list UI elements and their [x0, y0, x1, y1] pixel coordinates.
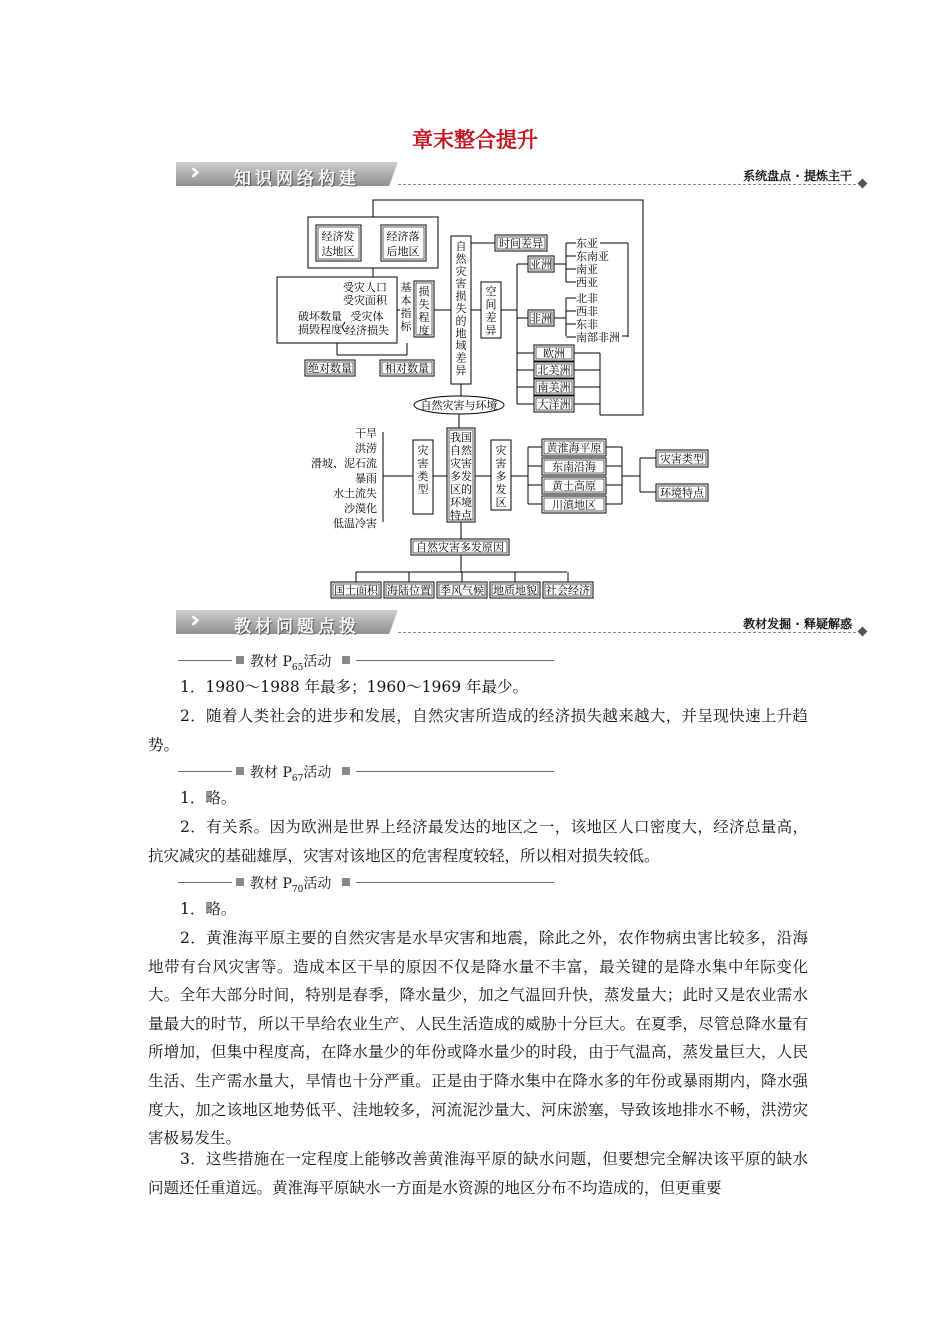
- label-prone: 区: [495, 496, 507, 509]
- label-hazard: 低温冷害: [333, 517, 377, 530]
- label-space-diff: 空: [485, 285, 497, 298]
- chevron-icon: ›››: [190, 608, 193, 633]
- diagram-label: 受灾面积: [343, 294, 387, 307]
- label-hazard-type: 害: [417, 457, 429, 470]
- box-relative-label: 相对数量: [385, 362, 429, 375]
- label-china-env: 我国: [450, 431, 472, 444]
- box-cause-label: 社会经济: [546, 584, 590, 597]
- box-cause-label: 国土面积: [334, 584, 378, 597]
- label-china-env: 自然: [450, 444, 472, 457]
- box-continent-label: 大洋洲: [537, 398, 571, 411]
- label-basic-indicators: 标: [400, 320, 412, 333]
- page-title: 章末整合提升: [412, 128, 538, 152]
- box-region-label: 黄淮海平原: [546, 441, 602, 455]
- box-cause-label: 海陆位置: [387, 584, 431, 597]
- box-asia-label: 亚洲: [530, 258, 552, 271]
- box-char-type-label: 灾害类型: [660, 452, 704, 466]
- box-absolute-label: 绝对数量: [308, 362, 352, 375]
- label-regional-diff: 自: [455, 240, 467, 253]
- diagram-label: 受灾体: [350, 310, 384, 323]
- label-prone: 发: [495, 483, 507, 496]
- answer-paragraph: 2．黄淮海平原主要的自然灾害是水旱灾害和地震，除此之外，农作物病虫害比较多，沿海地带有台风灾害等。造成本区干旱的原因不仅是降水量不丰富，最关键的是降水集中年际变化大。全年大部分时间，特别是春季，降水量少，加之气温回升快，蒸发量大；此时又是农业需水量最大的时节，所以干旱给农业生产、人民生活造成的威胁十分巨大。在夏季，尽管总降水量有所增加，但集中程度高，在降水量少的年份或降水量少的时段，由于气温高，蒸发量巨大，人民生活、生产需水量大，旱情也十分严重。正是由于降水集中在降水多的年份或暴雨期内，降水强度大，加之该地区地势低平、洼地较多，河流泥沙量大、河床淤塞，导致该地排水不畅，洪涝灾害极易发生。: [148, 929, 808, 1148]
- label-china-env: 区的: [450, 483, 472, 496]
- label-africa-sub: 南部非洲: [576, 331, 620, 344]
- label-china-env: 环境: [450, 496, 472, 509]
- banner-subtitle: 系统盘点 · 提炼主干: [743, 169, 852, 183]
- label-regional-diff: 损: [455, 289, 467, 303]
- answer-paragraph: 3．这些措施在一定程度上能够改善黄淮海平原的缺水问题，但要想完全解决该平原的缺水问题还任重道远。黄淮海平原缺水一方面是水资源的地区分布不均造成的，但更重要: [148, 1150, 808, 1197]
- label-prone: 害: [495, 457, 507, 470]
- box-char-env-label: 环境特点: [660, 486, 704, 500]
- label-prone: 灾: [495, 444, 507, 457]
- label-asia-sub: 西亚: [576, 276, 598, 289]
- label-loss-degree: 损: [418, 285, 430, 298]
- banner-label: 教材问题点拨: [234, 617, 360, 637]
- label-asia-sub: 东亚: [576, 237, 598, 250]
- label-regional-diff: 害: [455, 277, 467, 291]
- label-china-env: 多发: [450, 470, 472, 483]
- label-space-diff: 差: [485, 311, 497, 324]
- label-loss-degree: 度: [418, 324, 430, 337]
- box-region-label: 川滇地区: [552, 498, 596, 512]
- label-hazard: 滑坡、泥石流: [311, 457, 377, 470]
- label-space-diff: 异: [485, 324, 497, 337]
- chevron-icon: ›››: [190, 160, 193, 185]
- box-continent-label: 南美洲: [537, 381, 571, 394]
- answer-paragraph: 1．略。: [180, 900, 237, 918]
- box-time-diff-label: 时间差异: [499, 237, 543, 250]
- label-regional-diff: 地: [455, 326, 467, 340]
- label-regional-diff: 的: [455, 314, 467, 328]
- box-cause-label: 季风气候: [440, 584, 484, 597]
- box-region-label: 东南沿海: [552, 460, 596, 474]
- label-hazard-type: 灾: [417, 444, 429, 457]
- box-causes-title-label: 自然灾害多发原因: [416, 541, 504, 554]
- box-cause-label: 地质地貌: [493, 584, 537, 597]
- diagram-label: 经济发: [321, 230, 355, 243]
- label-africa-sub: 西非: [576, 305, 598, 318]
- label-loss-degree: 失: [418, 298, 430, 311]
- diagram-label: 经济落: [386, 230, 420, 243]
- ellipse-label: 自然灾害与环境: [420, 399, 498, 412]
- answer-paragraph: 2．随着人类社会的进步和发展，自然灾害所造成的经济损失越来越大，并呈现快速上升趋势。: [148, 707, 808, 754]
- diagram-label: 损毁程度: [298, 323, 342, 336]
- box-continent-label: 欧洲: [543, 347, 565, 360]
- label-space-diff: 间: [485, 298, 497, 311]
- label-basic-indicators: 本: [400, 294, 412, 307]
- label-china-env: 灾害: [450, 457, 472, 470]
- label-hazard-type: 类: [417, 470, 429, 483]
- diagram-label: 达地区: [321, 245, 355, 258]
- label-loss-degree: 程: [418, 311, 430, 324]
- label-regional-diff: 异: [455, 364, 467, 377]
- diagram-label: 经济损失: [345, 324, 389, 337]
- label-regional-diff: 域: [455, 339, 467, 353]
- label-regional-diff: 然: [455, 252, 467, 266]
- label-regional-diff: 灾: [455, 264, 467, 278]
- section-heading: 教材 $P_{70}$活动: [178, 873, 554, 891]
- label-hazard-type: 型: [417, 483, 429, 496]
- section-heading: 教材 $P_{67}$活动: [178, 762, 554, 780]
- label-africa-sub: 东非: [576, 318, 598, 331]
- label-hazard: 洪涝: [355, 442, 377, 455]
- label-regional-diff: 失: [455, 302, 467, 315]
- section-heading: 教材 $P_{65}$活动: [178, 651, 554, 669]
- answer-paragraph: 1．略。: [180, 789, 237, 807]
- diamond-icon: [858, 627, 868, 637]
- diagram-label: 后地区: [386, 245, 420, 258]
- label-hazard: 干旱: [355, 427, 377, 440]
- banner-subtitle: 教材发掘 · 释疑解惑: [743, 617, 852, 631]
- label-basic-indicators: 基: [400, 281, 412, 294]
- label-asia-sub: 东南亚: [576, 250, 609, 263]
- label-regional-diff: 差: [455, 351, 467, 365]
- diagram-label: 受灾人口: [343, 281, 387, 294]
- label-basic-indicators: 指: [400, 307, 412, 320]
- label-china-env: 特点: [450, 509, 472, 522]
- label-hazard: 暴雨: [355, 472, 377, 485]
- label-africa-sub: 北非: [576, 292, 598, 305]
- section-banner-textbook: [176, 608, 866, 636]
- label-hazard: 水土流失: [333, 487, 377, 500]
- answer-paragraph: 1．1980～1988 年最多；1960～1969 年最少。: [180, 678, 529, 696]
- box-region-label: 黄土高原: [552, 479, 596, 493]
- knowledge-map-diagram: [0, 0, 950, 620]
- label-asia-sub: 南亚: [576, 263, 598, 276]
- box-africa-label: 非洲: [530, 312, 552, 325]
- answer-paragraph: 2．有关系。因为欧洲是世界上经济最发达的地区之一，该地区人口密度大，经济总量高，抗灾减灾的基础雄厚，灾害对该地区的危害程度较轻，所以相对损失较低。: [148, 818, 808, 865]
- box-continent-label: 北美洲: [537, 364, 571, 377]
- banner-label: 知识网络构建: [234, 169, 360, 189]
- diagram-label: 破坏数量: [298, 310, 342, 323]
- label-hazard: 沙漠化: [344, 502, 377, 515]
- label-prone: 多: [495, 470, 507, 483]
